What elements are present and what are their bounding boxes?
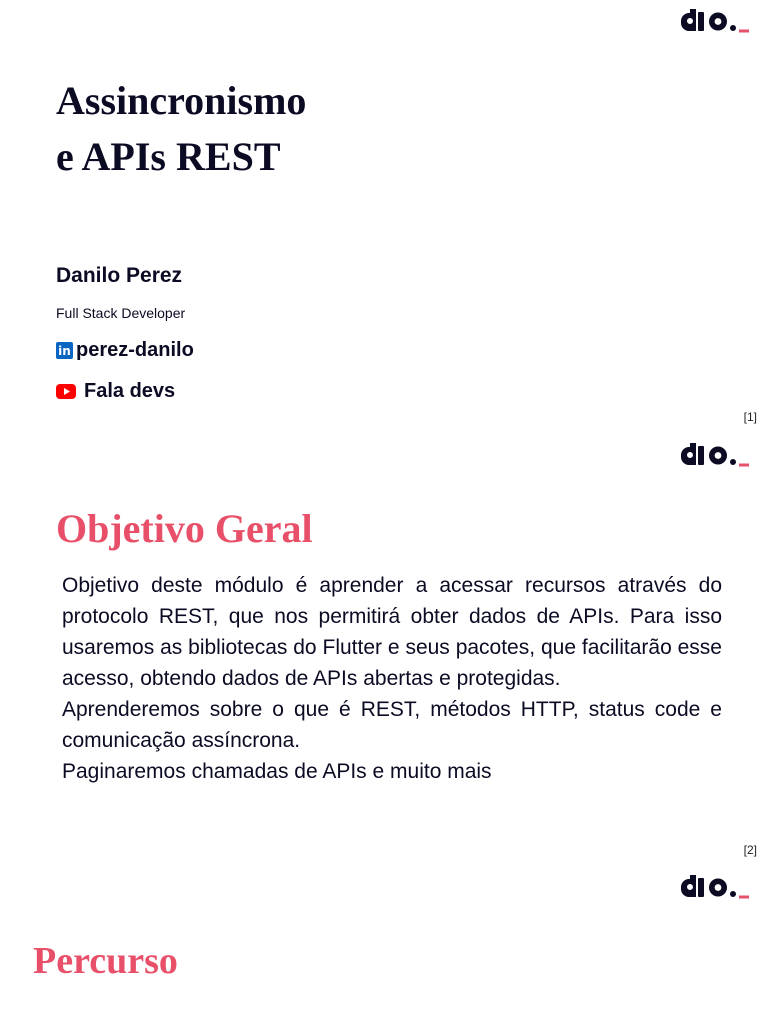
author-name: Danilo Perez <box>56 264 183 287</box>
linkedin-icon: in <box>56 342 73 359</box>
linkedin-handle: perez-danilo <box>76 339 194 361</box>
body-paragraph: Objetivo deste módulo é aprender a acessar recursos através do protocolo REST, que nos permitirá obter dados de APIs. Para isso usaremos as bibliotecas do Flutter e seus pacotes, que facilitarão esse acesso, obtendo dados de APIs abertas e protegidas. <box>62 574 722 690</box>
author-role: Full Stack Developer <box>56 305 186 321</box>
slide-2 <box>0 432 768 864</box>
youtube-link[interactable] <box>56 380 175 403</box>
slide-3 <box>0 864 768 1024</box>
slide-title: Objetivo Geral <box>56 506 313 551</box>
slide-title: Percurso <box>33 940 178 982</box>
dio-logo <box>678 7 754 37</box>
dio-logo <box>678 873 754 903</box>
slide-1 <box>0 0 768 432</box>
body-paragraph: Paginaremos chamadas de APIs e muito mais <box>62 760 492 783</box>
body-paragraph: Aprenderemos sobre o que é REST, métodos HTTP, status code e comunicação assíncrona. <box>62 698 722 752</box>
slide-body <box>62 570 722 787</box>
slide-title-line-2: e APIs REST <box>56 134 281 179</box>
page-number: [1] <box>743 410 757 424</box>
slide-title-line-1: Assincronismo <box>56 78 307 123</box>
linkedin-link[interactable] <box>56 339 194 362</box>
page-number: [2] <box>743 843 757 857</box>
youtube-channel: Fala devs <box>84 380 176 402</box>
youtube-icon <box>56 384 76 399</box>
dio-logo <box>678 441 754 471</box>
slide-title <box>56 73 476 185</box>
